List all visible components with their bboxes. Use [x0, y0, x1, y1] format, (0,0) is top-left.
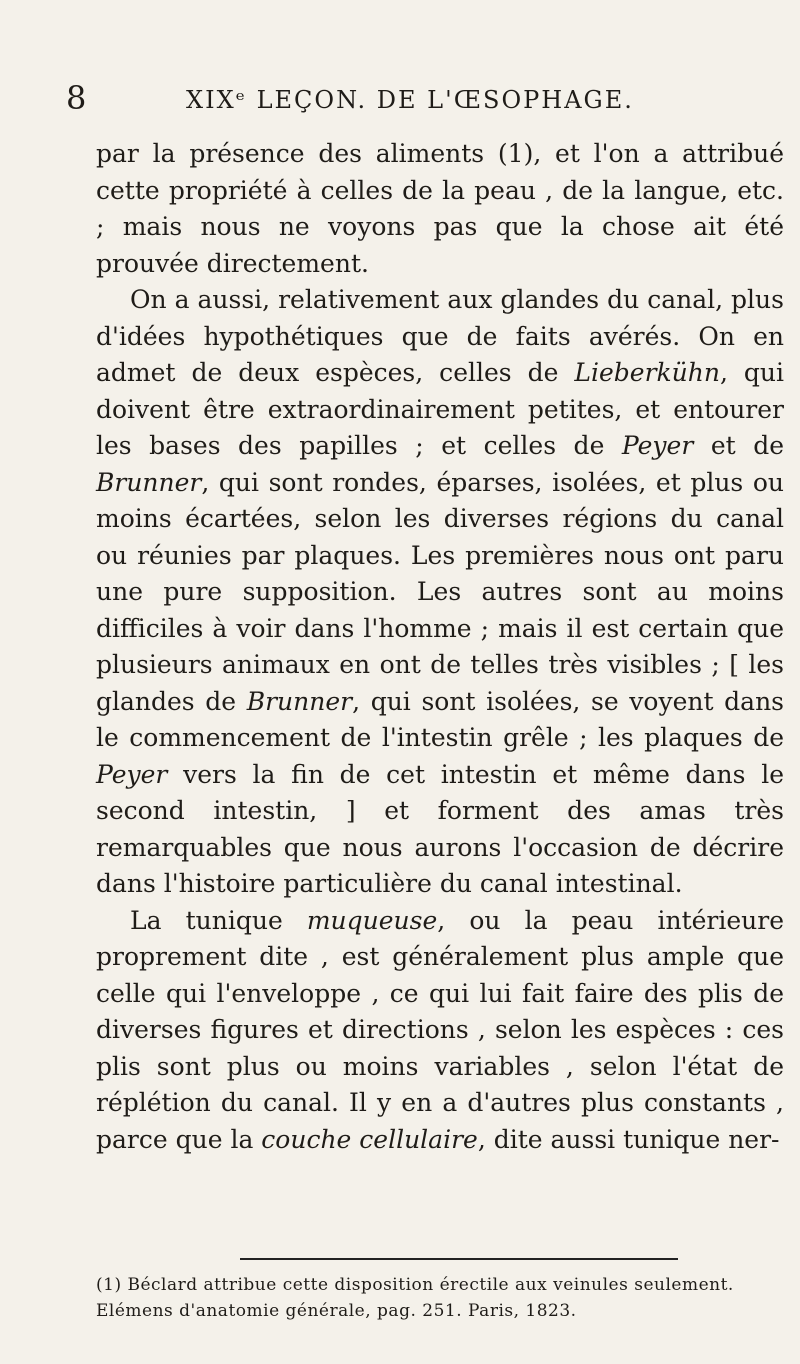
text-run: et de [693, 431, 784, 460]
text-run: vers la fin de cet intestin et même dans le second intestin, ] et forment des amas très remarquables que nous aurons l'occasion de décrire dans l'histoire particulière du canal intestinal. [96, 759, 784, 898]
text-run: , qui sont rondes, éparses, isolées, et plus ou moins écartées, selon les diverses régions du canal ou réunies par plaques. Les premières nous ont paru une pure supposition. Les autres sont au moins difficiles à voir dans l'homme ; mais il est certain que plusieurs animaux en ont de telles très visibles ; [ les glandes de [96, 467, 784, 716]
footnote-line: Elémens d'anatomie générale, pag. 251. Paris, 1823. [96, 1301, 577, 1321]
text-run: On a aussi, relativement aux glandes du canal, plus d'idées hypothétiques que de faits avérés. On en admet de deux espèces, celles de [96, 285, 784, 387]
italic-term: Brunner [246, 686, 353, 716]
text-run: , qui sont isolées, se voyent dans le commencement de l'intestin grêle ; les plaques de [96, 686, 785, 752]
italic-term: Brunner [96, 467, 202, 497]
body-text [96, 136, 784, 1158]
italic-term: Peyer [621, 431, 694, 460]
footnote-rule [240, 1258, 678, 1260]
paragraph [96, 282, 784, 903]
italic-term: muqueuse [306, 905, 438, 935]
page-header [66, 78, 766, 118]
italic-term: Lieberkühn [574, 358, 720, 387]
page-number: 8 [66, 79, 87, 117]
paragraph [96, 136, 784, 282]
footnote-line: (1) Béclard attribue cette disposition érectile aux veinules seulement. [96, 1275, 734, 1295]
text-run: par la présence des aliments (1), et l'on a attribué cette propriété à celles de la peau , de la langue, etc. ; mais nous ne voyons pas que la chose ait été prouvée directement. [96, 139, 784, 278]
text-run: , dite aussi tunique ner- [477, 1124, 780, 1154]
text-run: La tunique [130, 905, 307, 935]
italic-term: couche cellulaire [261, 1124, 478, 1154]
footnotes [96, 1272, 784, 1324]
italic-term: Peyer [96, 759, 168, 789]
running-head: XIXᵉ LEÇON. DE L'ŒSOPHAGE. [186, 86, 634, 114]
text-run: , ou la peau intérieure proprement dite , est généralement plus ample que celle qui l'enveloppe , ce qui lui fait faire des plis de diverses figures et directions , selon les espèces : ces plis sont plus ou moins variables , selon l'état de réplétion du canal. Il y en a d'autres plus constants , parce que la [96, 905, 784, 1154]
paragraph [96, 903, 784, 1159]
text-run: , qui doivent être extraordinairement petites, et entourer les bases des papilles ; et celles de [96, 358, 785, 460]
